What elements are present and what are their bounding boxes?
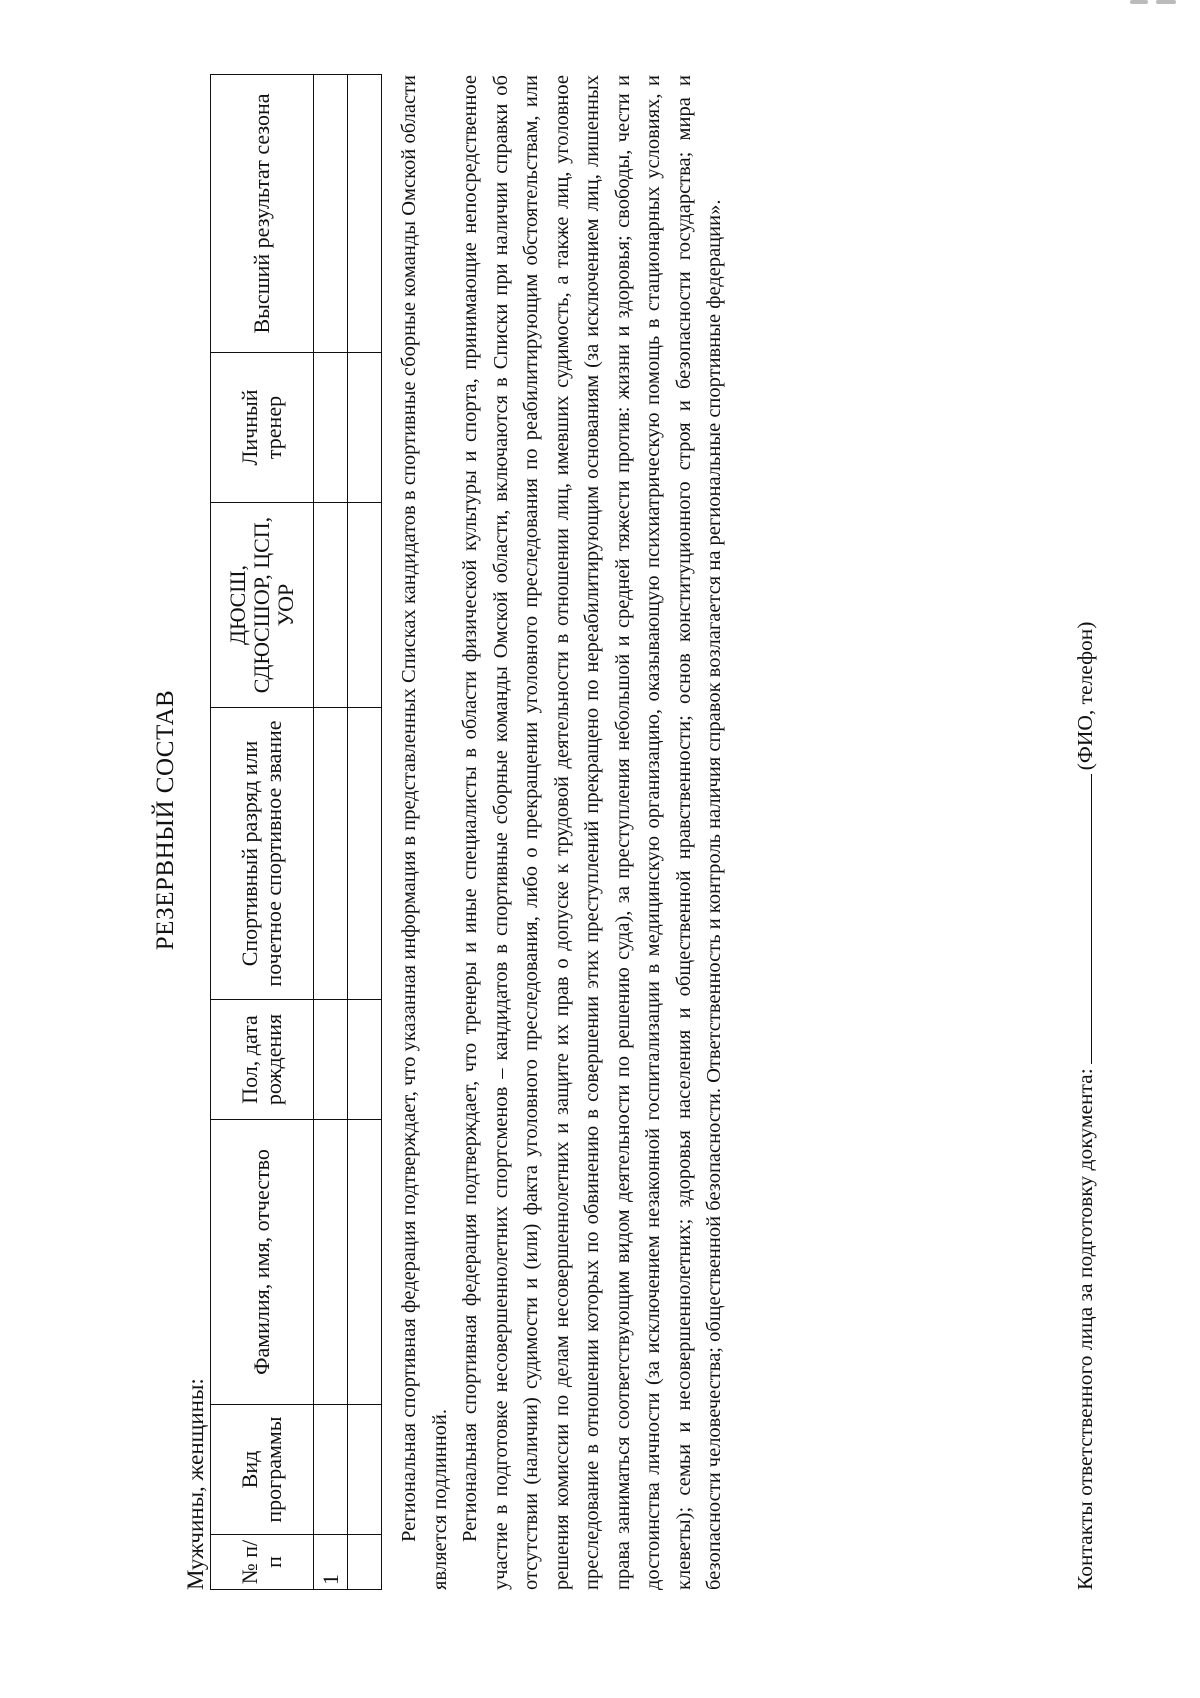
section-title: РЕЗЕРВНЫЙ СОСТАВ	[152, 689, 179, 951]
reserve-table	[210, 74, 382, 1590]
table-cell	[314, 75, 348, 353]
body-text	[394, 75, 730, 1590]
table-row	[314, 75, 348, 1590]
contacts-suffix: (ФИО, телефон)	[1073, 621, 1097, 771]
table-cell	[314, 503, 348, 708]
header-cell-program: Вид программы	[211, 1405, 314, 1535]
table-cell: 1	[314, 1535, 348, 1590]
table-cell	[314, 708, 348, 1000]
scan-artifact	[1130, 0, 1190, 8]
table-cell	[348, 75, 382, 353]
table-cell	[314, 353, 348, 503]
paragraph-authenticity: Региональная спортивная федерация подтверждает, что указанная информация в представленных Списках кандидатов в спортивные сборные команды Омской области является подлинной.	[398, 75, 451, 1590]
table-cell	[348, 1120, 382, 1405]
header-cell-full-name: Фамилия, имя, отчество	[211, 1120, 314, 1405]
table-header-row	[211, 75, 314, 1590]
contacts-label: Контакты ответственного лица за подготовку документа:	[1073, 1068, 1097, 1590]
rotated-document-page	[150, 50, 1150, 1590]
paragraph-coaches-certificates: Региональная спортивная федерация подтверждает, что тренеры и иные специалисты в области физической культуры и спорта, принимающие непосредственное участие в подготовке несовершеннолетних спортсменов – кандидатов в спортивные сборные команды Омской области, включаются в Списки при наличии справки об отсутствии (наличии) судимости и (или) факта уголовного преследования, либо о прекращении уголовного преследования по реабилитирующим обстоятельствам, или решения комиссии по делам несовершеннолетних и защите их прав о допуске к трудовой деятельности в отношении лиц, имевших судимость, а также лиц, уголовное преследование в отношении которых по обвинению в совершении этих преступлений прекращено по нереабилитирующим основаниям (за исключением лиц, лишенных права заниматься соответствующим видом деятельности по решению суда), за преступления небольшой и средней тяжести против: жизни и здоровья; свободы, чести и достоинства личности (за исключением незаконной госпитализации в медицинскую организацию, оказывающую психиатрическую помощь в стационарных условиях, и клеветы); семьи и несовершеннолетних; здоровья населения и общественной нравственности; основ конституционного строя и безопасности государства; мира и безопасности человечества; общественной безопасности. Ответственность и контроль наличия справок возлагается на региональные спортивные федерации».	[459, 75, 725, 1590]
contacts-line	[1070, 75, 1100, 1590]
group-label: Мужчины, женщины:	[183, 1378, 208, 1590]
header-cell-sex-birthdate: Пол, дата рождения	[211, 1000, 314, 1120]
header-cell-best-result: Высший результат сезона	[211, 75, 314, 353]
table-cell	[348, 503, 382, 708]
table-cell	[348, 1535, 382, 1590]
header-cell-sport-rank: Спортивный разряд или почетное спортивное звание	[211, 708, 314, 1000]
table-cell	[314, 1120, 348, 1405]
header-cell-number: № п/п	[211, 1535, 314, 1590]
header-cell-school: ДЮСШ, СДЮСШОР, ЦСП, УОР	[211, 503, 314, 708]
table-cell	[348, 1000, 382, 1120]
header-cell-coach: Личный тренер	[211, 353, 314, 503]
table-row	[348, 75, 382, 1590]
contacts-fill-line	[1073, 774, 1092, 1064]
table-cell	[314, 1405, 348, 1535]
table-cell	[348, 708, 382, 1000]
table-cell	[348, 353, 382, 503]
table-cell	[348, 1405, 382, 1535]
table-cell	[314, 1000, 348, 1120]
